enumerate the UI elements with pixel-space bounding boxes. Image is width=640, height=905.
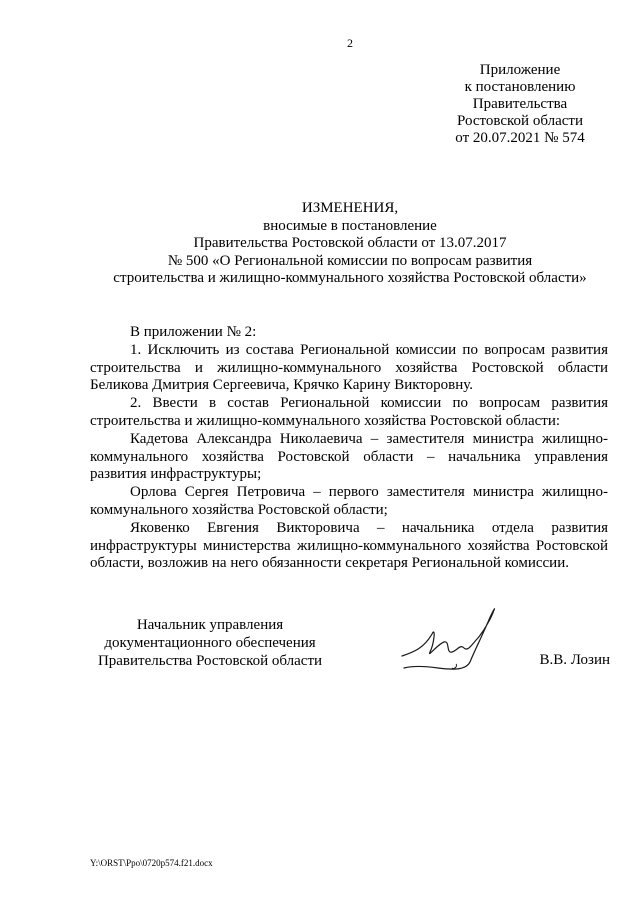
appendix-line: Правительства <box>472 96 568 112</box>
handwritten-signature <box>394 604 514 684</box>
appendix-line: Приложение <box>479 62 561 78</box>
heading-line: № 500 «О Региональной комиссии по вопросам развития <box>167 252 533 269</box>
document-heading <box>0 200 640 288</box>
footer-file-path: Y:\ORST\Ppo\0720p574.f21.docx <box>90 858 213 868</box>
heading-line: строительства и жилищно-коммунального хозяйства Ростовской области» <box>113 270 587 286</box>
appendix-line: Ростовской области <box>457 113 583 129</box>
document-body <box>90 324 608 573</box>
appendix-reference <box>430 62 610 147</box>
body-paragraph-member: Орлова Сергея Петровича – первого заместителя министра жилищно-коммунального хозяйства Ростовской области; <box>90 484 608 518</box>
body-paragraph-member: Кадетова Александра Николаевича – заместителя министра жилищно-коммунального хозяйства Ростовской области – начальника управления развития инфраструктуры; <box>90 430 608 483</box>
heading-title: ИЗМЕНЕНИЯ, <box>301 200 399 216</box>
signatory-name: В.В. Лозин <box>539 652 610 668</box>
signatory-title <box>90 616 330 670</box>
body-paragraph-intro: В приложении № 2: <box>130 324 257 340</box>
body-paragraph-member: Яковенко Евгения Викторовича – начальника отдела развития инфраструктуры министерства жилищно-коммунального хозяйства Ростовской области, возложив на него обязанности секретаря Региональной комиссии. <box>90 519 608 572</box>
signatory-title-line: документационного обеспечения <box>104 635 316 651</box>
body-paragraph-item-2: 2. Ввести в состав Региональной комиссии по вопросам развития строительства и жилищно-коммунального хозяйства Ростовской области: <box>90 395 608 429</box>
signatory-title-line: Правительства Ростовской области <box>97 653 323 669</box>
heading-line: вносимые в постановление <box>263 217 437 234</box>
signatory-title-line: Начальник управления <box>136 617 284 633</box>
appendix-line: к постановлению <box>464 79 576 95</box>
page-number: 2 <box>347 36 353 50</box>
appendix-line: от 20.07.2021 № 574 <box>455 130 585 146</box>
body-paragraph-item-1: 1. Исключить из состава Региональной комиссии по вопросам развития строительства и жилищно-коммунального хозяйства Ростовской области Беликова Дмитрия Сергеевича, Крячко Карину Викторовну. <box>90 341 608 394</box>
heading-line: Правительства Ростовской области от 13.07.2017 <box>193 235 507 251</box>
